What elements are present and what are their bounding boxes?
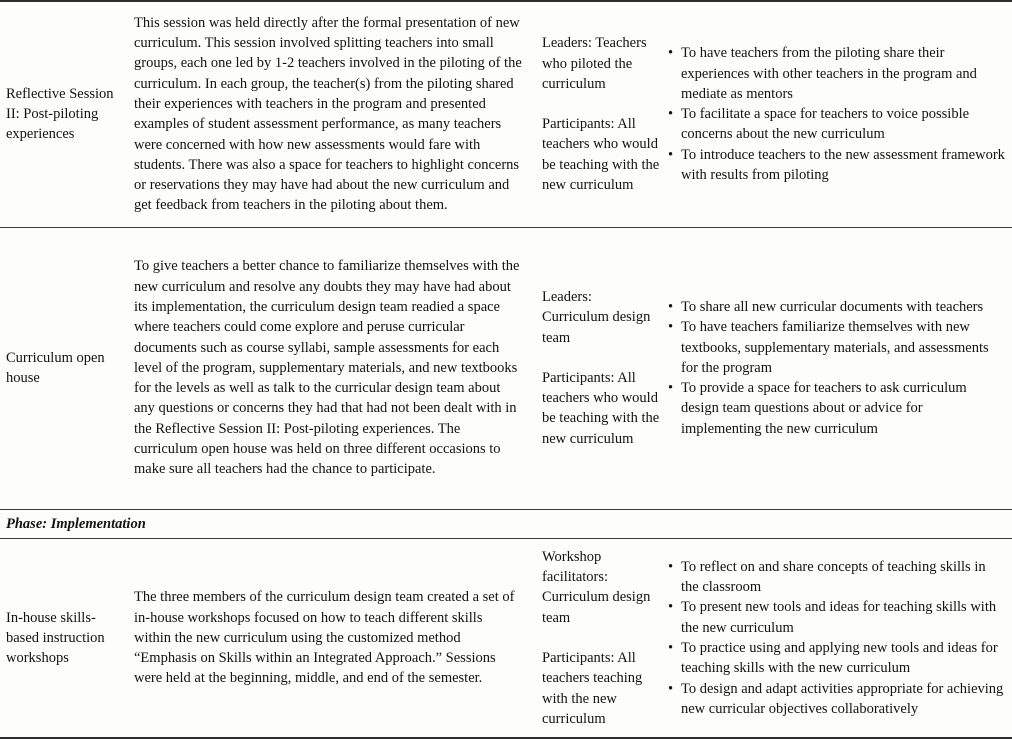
objectives-list [666,43,1006,185]
objective-item: • To present new tools and ideas for teaching skills with the new curriculum [666,597,1006,638]
table-row [0,227,1012,509]
objectives-cell [662,227,1012,509]
activity-description: To give teachers a better chance to familiarize themselves with the new curriculum and resolve any doubts they may have had about its implementation, the curriculum design team readied a space where teachers could come explore and peruse curricular documents such as course syllabi, sample assessments for each level of the program, supplementary materials, and new textbooks for the levels as well as talk to the curricular design team about any questions or concerns they had that had not been dealt with in the Reflective Session II: Post-piloting experiences. The curriculum open house was held on three different occasions to make sure all teachers had the chance to participate. [134,258,520,478]
people-cell [538,1,662,227]
objectives-cell [662,538,1012,738]
phase-divider-label: Phase: Implementation [6,515,146,532]
objective-item: • To facilitate a space for teachers to voice possible concerns about the new curriculum [666,104,1006,145]
leaders-text: Leaders: Teachers who piloted the curriculum [542,35,647,92]
objective-item: • To introduce teachers to the new assessment framework with results from piloting [666,145,1006,186]
activity-name: Curriculum open house [6,349,105,386]
participants-text: Participants: All teachers who would be teaching with the new curriculum [542,116,660,193]
objectives-list [666,297,1006,439]
objective-item: • To share all new curricular documents with teachers [666,297,1006,317]
table-row [0,1,1012,227]
objective-item: • To design and adapt activities appropriate for achieving new curricular objectives collaboratively [666,679,1006,720]
objectives-cell [662,1,1012,227]
participants-text: Participants: All teachers who would be teaching with the new curriculum [542,369,660,447]
activity-description: The three members of the curriculum design team created a set of in-house workshops focused on how to teach different skills within the new curriculum using the customized method “Emphasis on Skills within an Integrated Approach.” Sessions were held at the beginning, middle, and end of the semester. [134,589,515,687]
leaders-text: Workshop facilitators: Curriculum design team [542,548,651,626]
activity-description: This session was held directly after the formal presentation of new curriculum. This session involved splitting teachers into small groups, each one led by 1-2 teachers involved in the piloting of the curriculum. In each group, the teacher(s) from the piloting shared their experiences with teachers in the program and presented examples of student assessment performance, as many teachers were concerned with how new assessments would fare with students. There was also a space for teachers to highlight concerns or reservations they may have had about the new curriculum and get feedback from teachers in the piloting about them. [134,14,522,214]
objective-item: • To reflect on and share concepts of teaching skills in the classroom [666,557,1006,598]
phase-divider-row [0,509,1012,538]
objective-item: • To practice using and applying new tools and ideas for teaching skills with the new curriculum [666,638,1006,679]
people-cell [538,538,662,738]
participants-text: Participants: All teachers teaching with the new curriculum [542,649,643,727]
objectives-list [666,557,1006,719]
table-row [0,538,1012,738]
activity-name: Reflective Session II: Post-piloting experiences [6,85,114,143]
people-cell [538,227,662,509]
activity-name: In-house skills-based instruction workshops [6,609,105,667]
leaders-text: Leaders: Curriculum design team [542,288,651,346]
objective-item: • To have teachers familiarize themselves with new textbooks, supplementary materials, and assessments for the program [666,317,1006,378]
objective-item: • To provide a space for teachers to ask curriculum design team questions about or advice for implementing the new curriculum [666,378,1006,439]
objective-item: • To have teachers from the piloting share their experiences with other teachers in the program and mediate as mentors [666,43,1006,104]
